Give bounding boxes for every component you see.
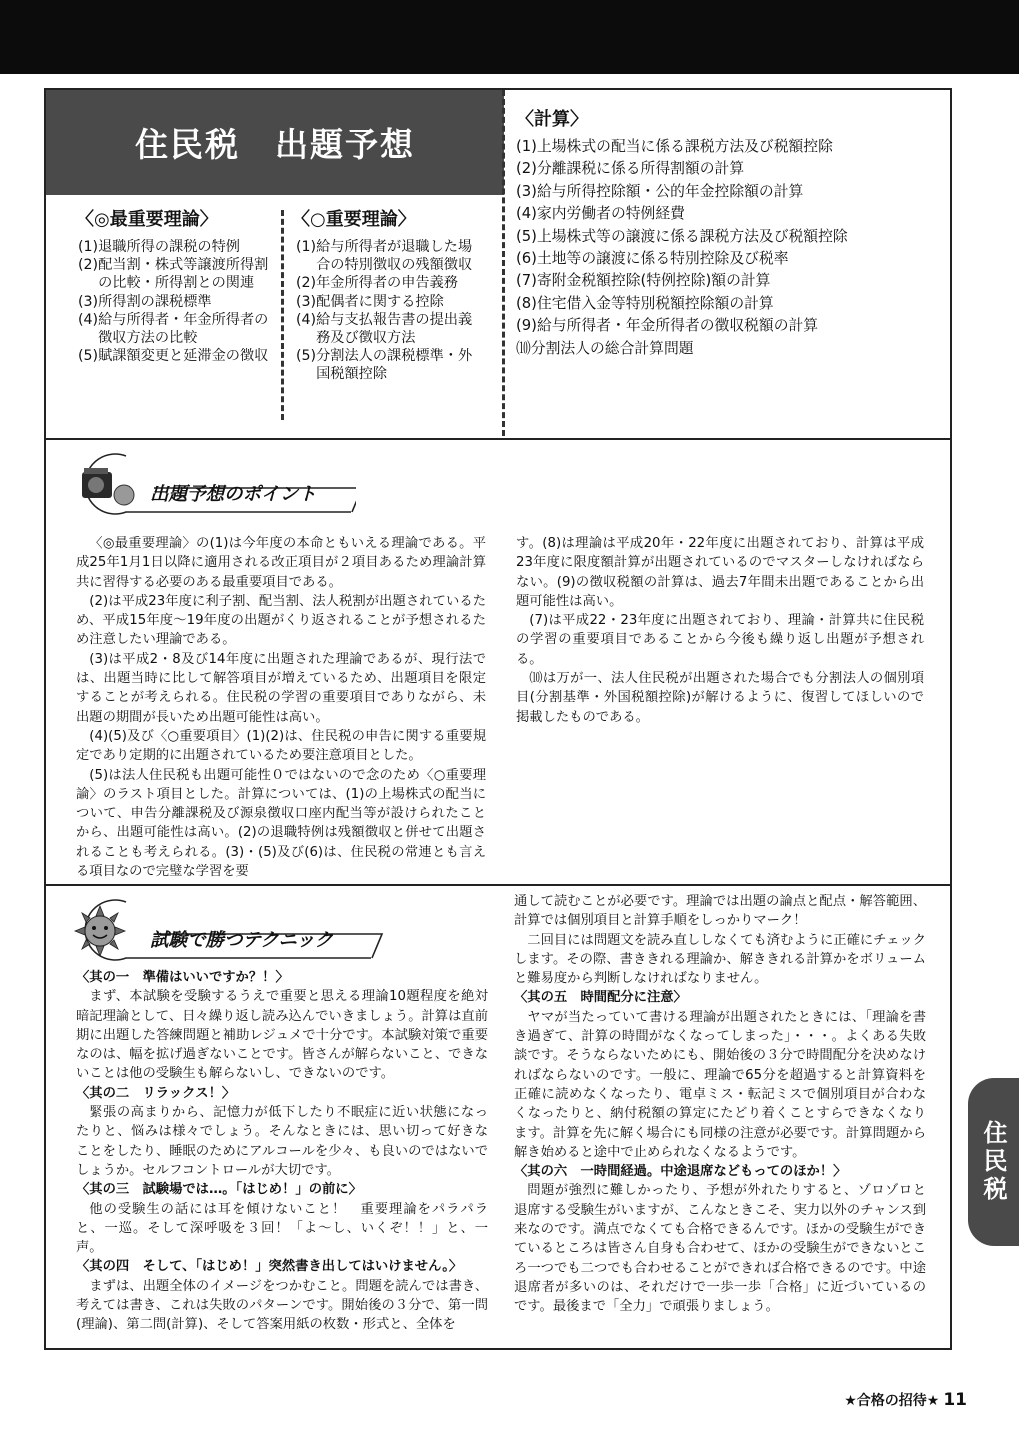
side-tab-label: 住民税	[979, 1120, 1007, 1204]
important-list	[296, 238, 486, 384]
item-text: 退職所得の課税の特例	[98, 239, 240, 255]
most-important-heading: 〈◎最重要理論〉	[76, 209, 218, 230]
list-item	[78, 293, 270, 311]
paragraph: まずは、出題全体のイメージをつかむこと。問題を読んでは書き、考えては書き、これは失敗のパターンです。開始後の３分で、第一問(理論)、第二問(計算)、そして答案用紙の枚数・形式と、全体を	[76, 1278, 488, 1333]
points-right-column	[516, 534, 924, 727]
paragraph: ヤマが当たっていて書ける理論が出題されたときには、「理論を書き過ぎて、計算の時間がなくなってしまった」・・・。よくある失敗談です。そうならないためにも、開始後の３分で時間配分を決めなければならないのです。一般に、理論で65分を超過すると計算資料を正確に読めなくなったり、電卓ミス・転記ミスで個別項目が合わなくなったりと、納付税額の算定にたどり着くことすらできなくなります。計算を先に解く場合にも同様の注意が必要です。計算問題から解き始めると途中で止められなくなるようです。	[514, 1009, 926, 1160]
list-item	[78, 347, 270, 365]
calc-item: (3)給与所得控除額・公的年金控除額の計算	[516, 182, 804, 200]
calc-item: (1)上場株式の配当に係る課税方法及び税額控除	[516, 138, 833, 155]
item-text: 配当割・株式等譲渡所得割の比較・所得割との関連	[98, 257, 269, 292]
technique-heading: 試験で勝つテクニック	[150, 930, 334, 951]
paragraph: 通して読むことが必要です。理論では出題の論点と配点・解答範囲、計算では個別項目と計算手順をしっかりマーク！	[514, 894, 926, 929]
paragraph: (5)は法人住民税も出題可能性０ではないので念のため〈○重要理論〉のラスト項目とした。計算については、(1)の上場株式の配当について、申告分離課税及び源泉徴収口座内配当等が設けられたことから、出題可能性は高い。(2)の退職特例は残額徴収と併せて出題されることも考えられる。(3)・(5)及び(6)は、住民税の常連とも言える項目なので完璧な学習を要	[76, 767, 486, 880]
list-item	[78, 238, 270, 256]
calc-heading: 〈計算〉	[516, 109, 588, 130]
subheading: 〈其の五 時間配分に注意〉	[514, 990, 687, 1006]
item-text: 所得割の課税標準	[98, 293, 212, 310]
paragraph: (2)は平成23年度に利子割、配当割、法人税割が出題されているため、平成15年度〜19年度の出題がくり返されることが予想されるため注意したい理論である。	[76, 593, 486, 648]
content-frame	[44, 88, 952, 1350]
calc-item: (8)住宅借入金等特別税額控除額の計算	[516, 294, 774, 312]
subheading: 〈其の三 試験場では…。「はじめ！」の前に〉	[76, 1182, 362, 1198]
item-text: 分割法人の課税標準・外国税額控除	[316, 348, 473, 383]
item-text: 給与所得者・年金所得者の徴収方法の比較	[98, 311, 269, 347]
subheading: 〈其の六 一時間経過。中途退席などもってのほか！〉	[514, 1164, 847, 1180]
forecast-section	[46, 90, 950, 440]
technique-section	[46, 886, 950, 1348]
subheading: 〈其の四 そして、「はじめ！」突然書き出してはいけません。〉	[76, 1259, 463, 1275]
technique-right-column	[514, 892, 926, 1317]
footer-label: ★合格の招待★	[844, 1393, 940, 1409]
list-item	[296, 274, 486, 292]
side-index-tab	[968, 1078, 1019, 1246]
paragraph: 二回目には問題文を読み直ししなくても済むように正確にチェックします。その際、書ききれる理論か、解ききれる計算かをボリュームと難易度から判断しなければなりません。	[514, 932, 926, 987]
paragraph: 緊張の高まりから、記憶力が低下したり不眠症に近い状態になったりと、悩みは様々でしょう。そんなときには、思い切って好きなことをしたり、睡眠のためにアルコールを少々、も良いのではないでしょうか。セルフコントロールが大切です。	[76, 1105, 488, 1178]
paragraph: 問題が強烈に難しかったり、予想が外れたりすると、ゾロゾロと退席する受験生がいますが、こんなときこそ、実力以外のチャンス到来なのです。満点でなくても合格できるんです。ほかの受験生ができているところは皆さん自身も合わせて、ほかの受験生ができないところ一つでも二つでも合わせることができれば合格できるのです。中途退席者が多いのは、それだけで一歩一歩「合格」に近づいているのです。最後まで「全力」で頑張りましょう。	[514, 1183, 926, 1315]
paragraph: ⑽は万が一、法人住民税が出題された場合でも分割法人の個別項目(分割基準・外国税額控除)が解けるように、復習してほしいので掲載したものである。	[516, 671, 924, 725]
calc-item: (2)分離課税に係る所得割額の計算	[516, 160, 745, 178]
top-black-band	[0, 0, 1019, 74]
list-item	[78, 311, 270, 347]
dashed-divider	[502, 90, 505, 436]
most-important-list	[78, 238, 270, 365]
paragraph: 他の受験生の話には耳を傾けないこと！ 重要理論をパラパラと、一巡。そして深呼吸を３回！「よ〜し、いくぞ！！」と、一声。	[76, 1201, 488, 1256]
calc-item: (5)上場株式等の譲渡に係る課税方法及び税額控除	[516, 227, 848, 245]
item-text: 配偶者に関する控除	[316, 293, 444, 310]
list-item	[78, 256, 270, 292]
list-item	[296, 347, 486, 383]
paragraph: (4)(5)及び〈○重要項目〉(1)(2)は、住民税の申告に関する重要規定であり定期的に出題されているため要注意項目とした。	[76, 728, 486, 764]
item-number: (5)	[296, 348, 317, 365]
dashed-divider	[281, 210, 284, 420]
points-section	[46, 438, 950, 886]
subheading: 〈其の一 準備はいいですか？！〉	[76, 970, 289, 985]
list-item	[296, 311, 486, 347]
calc-item: (7)寄附金税額控除(特例控除)額の計算	[516, 272, 771, 290]
calc-list	[516, 136, 848, 360]
subheading: 〈其の二 リラックス！〉	[76, 1085, 236, 1101]
points-heading: 出題予想のポイント	[150, 484, 317, 505]
title-block	[46, 90, 504, 195]
paragraph: (7)は平成22・23年度に出題されており、理論・計算共に住民税の学習の重要項目であることから今後も繰り返し出題が予想される。	[516, 613, 924, 667]
item-number: (2)	[296, 275, 317, 292]
item-number: (1)	[296, 239, 317, 255]
item-text: 賦課額変更と延滞金の徴収	[98, 348, 269, 365]
calc-item: (6)土地等の譲渡に係る特別控除及び税率	[516, 250, 789, 268]
paragraph: まず、本試験を受験するうえで重要と思える理論10題程度を絶対暗記理論として、日々繰り返し読み込んでいきましょう。計算は直前期に出題した答練問題と補助レジュメで十分です。本試験対策で重要なのは、幅を拡げ過ぎないことです。皆さんが解らないこと、できないことは他の受験生も解らないし、できないのです。	[76, 989, 488, 1082]
page-number: 11	[943, 1390, 967, 1410]
paragraph: す。(8)は理論は平成20年・22年度に出題されており、計算は平成23年度に限度額計算が出題されているのでマスターしなければならない。(9)の徴収税額の計算は、過去7年間未出題であることから出題可能性は高い。	[516, 536, 924, 609]
paragraph: (3)は平成2・8及び14年度に出題された理論であるが、現行法では、出題当時に比して解答項目が増えているため、出題項目を限定することが考えられる。住民税の学習の重要項目でありながら、未出題の期間が長いため出題可能性は高い。	[76, 651, 486, 725]
calc-item: ⑽分割法人の総合計算問題	[516, 339, 694, 357]
item-number: (4)	[296, 311, 317, 328]
item-number: (3)	[78, 293, 99, 310]
item-text: 給与支払報告書の提出義務及び徴収方法	[316, 311, 473, 347]
list-item	[296, 293, 486, 311]
item-number: (1)	[78, 239, 99, 255]
paragraph: 〈◎最重要理論〉の(1)は今年度の本命ともいえる理論である。平成25年1月1日以降に適用される改正項目が２項目あるため理論計算共に習得する必要のある最重要項目である。	[76, 536, 486, 590]
item-text: 給与所得者が退職した場合の特別徴収の残額徴収	[316, 239, 473, 274]
calc-item: (9)給与所得者・年金所得者の徴収税額の計算	[516, 317, 819, 335]
points-left-column	[76, 534, 486, 881]
important-heading: 〈○重要理論〉	[292, 209, 416, 230]
item-text: 年金所得者の申告義務	[316, 275, 458, 292]
list-item	[296, 238, 486, 274]
item-number: (5)	[78, 348, 99, 365]
item-number: (3)	[296, 293, 317, 310]
item-number: (4)	[78, 311, 99, 328]
item-number: (2)	[78, 257, 99, 274]
page-footer	[844, 1390, 967, 1410]
calc-item: (4)家内労働者の特例経費	[516, 205, 685, 223]
technique-left-column	[76, 968, 488, 1335]
page-title: 住民税 出題予想	[135, 125, 415, 164]
